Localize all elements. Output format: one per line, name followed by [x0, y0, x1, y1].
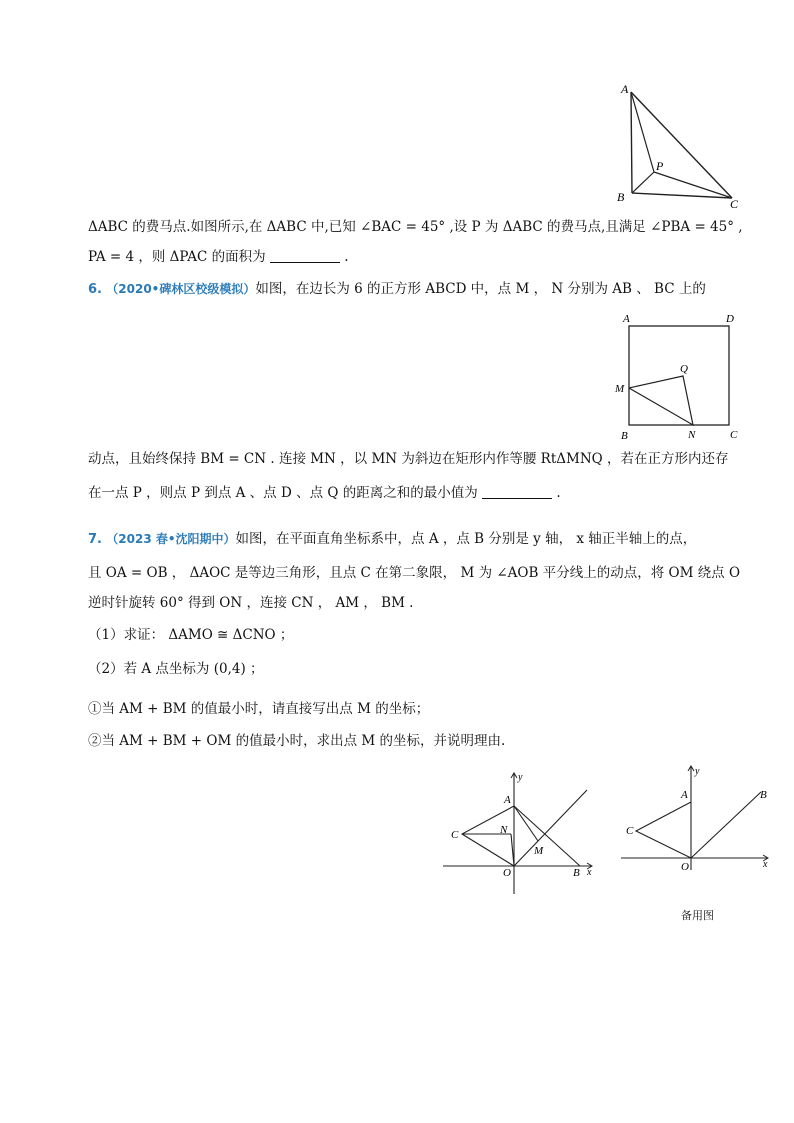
label-B: B — [760, 789, 767, 801]
bisector-ray — [691, 792, 761, 858]
q7-line1 — [88, 529, 696, 550]
square — [629, 326, 729, 425]
q6-line3-text: 在一点 P ，则点 P 到点 A 、点 D 、点 Q 的距离之和的最小值为 — [88, 485, 478, 501]
figure-coordinate-spare — [618, 762, 778, 887]
q7-sub4: ②当 AM + BM + OM 的值最小时，求出点 M 的坐标，并说明理由. — [88, 733, 506, 749]
label-N: N — [500, 824, 508, 836]
label-A: A — [621, 82, 629, 96]
q5-line2 — [88, 247, 349, 267]
label-C: C — [451, 829, 459, 841]
q6-line3 — [88, 483, 561, 503]
side-AB — [631, 92, 632, 193]
label-x: x — [587, 867, 592, 878]
spare-figure-caption: 备用图 — [681, 909, 714, 922]
label-A: A — [681, 789, 688, 801]
label-C: C — [626, 825, 634, 837]
q7-number: 7. — [88, 532, 102, 547]
q7-sub2: （2）若 A 点坐标为 (0,4) ； — [88, 661, 264, 677]
q7-sub1: （1）求证： ΔAMO ≅ ΔCNO ； — [88, 627, 294, 643]
answer-blank-q5[interactable] — [270, 248, 340, 263]
q7-line2: 且 OA = OB ， ΔAOC 是等边三角形，且点 C 在第二象限， M 为 ∠AOB 平分线上的动点，将 OM 绕点 O — [88, 565, 741, 581]
label-O: O — [681, 861, 689, 873]
answer-blank-q6[interactable] — [482, 484, 552, 499]
label-M: M — [615, 383, 625, 395]
label-x: x — [763, 859, 768, 870]
label-y: y — [695, 766, 700, 777]
figure-coordinate-main — [440, 768, 605, 898]
label-y: y — [518, 772, 523, 783]
q7-line3: 逆时针旋转 60° 得到 ON ，连接 CN ， AM ， BM . — [88, 595, 414, 611]
q7-sub3: ①当 AM + BM 的值最小时，请直接写出点 M 的坐标； — [88, 701, 430, 717]
triangle-MNQ — [629, 376, 693, 425]
side-BC — [632, 193, 732, 198]
q5-line2-text: PA = 4 ，则 ΔPAC 的面积为 — [88, 249, 266, 265]
q5-line1: ΔABC 的费马点.如图所示,在 ΔABC 中,已知 ∠BAC = 45° ,设 P 为 ΔABC 的费马点,且满足 ∠PBA = 45° , — [88, 219, 743, 235]
q6-line2: 动点，且始终保持 BM = CN . 连接 MN ，以 MN 为斜边在矩形内作等腰 RtΔMNQ ，若在正方形内还存 — [88, 451, 729, 467]
label-A: A — [504, 794, 511, 806]
q6-line1 — [88, 279, 706, 300]
label-A: A — [623, 313, 630, 325]
q7-line1-text: 如图，在平面直角坐标系中，点 A ，点 B 分别是 y 轴， x 轴正半轴上的点， — [235, 531, 697, 547]
label-P: P — [656, 159, 664, 173]
bisector-ray — [514, 790, 587, 866]
q6-source: （2020•碑林区校级模拟） — [106, 282, 256, 296]
label-D: D — [726, 313, 734, 325]
q6-line1-text: 如图，在边长为 6 的正方形 ABCD 中，点 M ， N 分别为 AB 、 BC 上的 — [255, 281, 706, 297]
q6-line3-end: . — [556, 485, 561, 501]
figure-triangle-fermat — [610, 80, 750, 210]
segment-AB — [514, 806, 580, 866]
q6-number: 6. — [88, 282, 102, 297]
q5-line2-end: . — [344, 249, 349, 265]
label-C: C — [730, 197, 739, 210]
figure-square-abcd — [612, 306, 752, 446]
segment-BP — [632, 172, 654, 193]
label-M: M — [534, 845, 544, 857]
label-B: B — [621, 430, 628, 442]
label-B: B — [573, 867, 580, 879]
label-B: B — [617, 190, 625, 204]
label-Q: Q — [680, 363, 688, 375]
triangle-AOC — [636, 802, 691, 858]
label-C: C — [730, 429, 738, 441]
triangle-AOC — [462, 806, 514, 866]
q7-source: （2023 春•沈阳期中） — [106, 532, 236, 546]
segment-AM — [514, 806, 538, 841]
label-N: N — [688, 429, 696, 441]
label-O: O — [503, 867, 511, 879]
